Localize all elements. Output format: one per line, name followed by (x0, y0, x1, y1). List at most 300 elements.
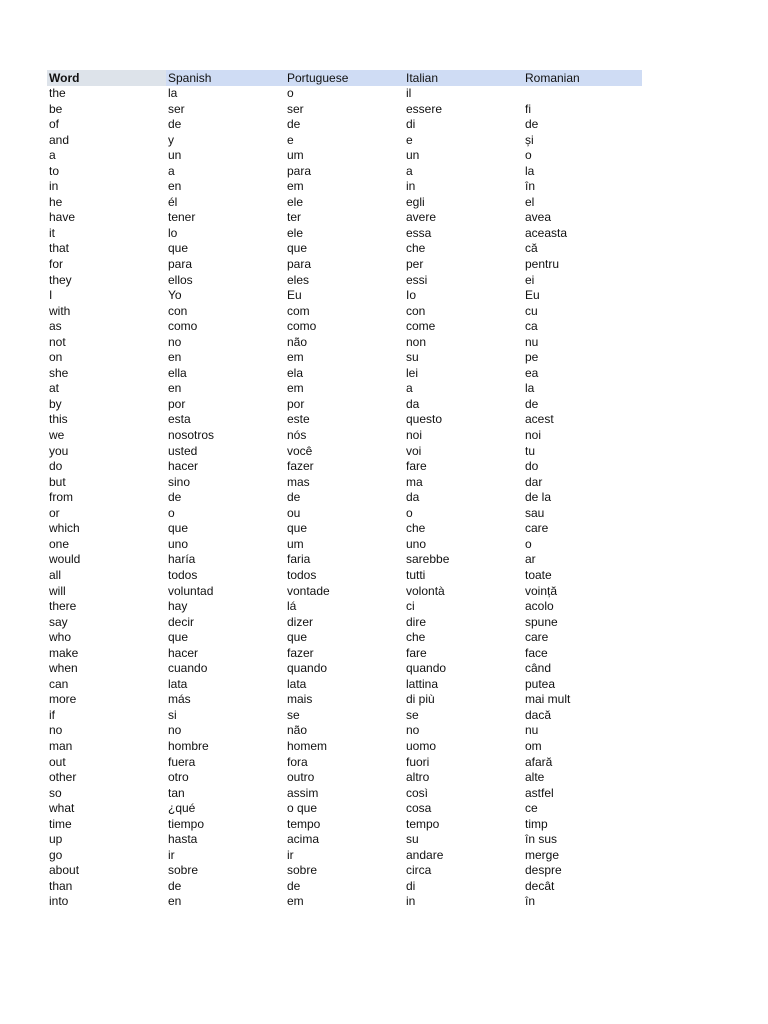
cell-romanian[interactable]: ea (525, 365, 539, 380)
cell-word[interactable]: no (49, 723, 63, 738)
cell-word[interactable]: but (49, 474, 66, 489)
cell-italian[interactable]: andare (406, 847, 444, 862)
header-italian[interactable]: Italian (406, 71, 439, 85)
cell-romanian[interactable]: om (525, 738, 542, 753)
cell-spanish[interactable]: que (168, 241, 189, 256)
cell-portuguese[interactable]: de (287, 490, 301, 505)
cell-portuguese[interactable]: em (287, 894, 304, 909)
cell-word[interactable]: we (49, 428, 65, 443)
cell-word[interactable]: or (49, 505, 60, 520)
cell-romanian[interactable]: o (525, 148, 532, 163)
cell-word[interactable]: as (49, 319, 62, 334)
cell-italian[interactable]: essi (406, 272, 428, 287)
table-row (47, 552, 642, 568)
cell-romanian[interactable]: astfel (525, 785, 554, 800)
cell-romanian[interactable]: la (525, 381, 535, 396)
cell-word[interactable]: I (49, 288, 53, 303)
cell-romanian[interactable]: voință (525, 583, 558, 598)
cell-portuguese[interactable]: nós (287, 428, 307, 443)
table-row (47, 381, 642, 397)
cell-italian[interactable]: altro (406, 770, 430, 785)
table-row (47, 863, 642, 879)
cell-romanian[interactable]: do (525, 459, 539, 474)
cell-romanian[interactable]: decât (525, 878, 555, 893)
cell-word[interactable]: this (49, 412, 68, 427)
cell-portuguese[interactable]: homem (287, 738, 328, 753)
cell-romanian[interactable]: la (525, 163, 535, 178)
cell-romanian[interactable]: ce (525, 801, 538, 816)
table-row (47, 257, 642, 273)
cell-portuguese[interactable]: por (287, 396, 305, 411)
cell-word[interactable]: do (49, 459, 63, 474)
cell-spanish[interactable]: sobre (168, 863, 199, 878)
table-row (47, 755, 642, 771)
cell-portuguese[interactable]: fora (287, 754, 308, 769)
cell-romanian[interactable] (523, 86, 642, 102)
cell-spanish[interactable]: ella (168, 365, 187, 380)
cell-word[interactable]: a (49, 148, 56, 163)
cell-spanish[interactable]: y (168, 132, 174, 147)
cell-italian[interactable]: ma (406, 474, 423, 489)
cell-italian[interactable]: su (406, 350, 419, 365)
cell-romanian[interactable]: face (525, 645, 548, 660)
cell-word[interactable]: so (49, 785, 62, 800)
cell-word[interactable]: he (49, 194, 63, 209)
table-row (47, 459, 642, 475)
cell-portuguese[interactable]: fazer (287, 459, 314, 474)
cell-romanian[interactable]: nu (525, 334, 539, 349)
cell-spanish[interactable]: todos (168, 567, 198, 582)
cell-portuguese[interactable]: e (287, 132, 294, 147)
cell-word[interactable]: the (49, 86, 66, 100)
cell-word[interactable]: make (49, 645, 79, 660)
cell-romanian[interactable]: de la (525, 490, 552, 505)
table-row (47, 848, 642, 864)
cell-portuguese[interactable]: um (287, 148, 304, 163)
table-row (47, 661, 642, 677)
cell-word[interactable]: in (49, 179, 59, 194)
cell-italian[interactable]: in (406, 179, 416, 194)
table-row (47, 335, 642, 351)
cell-word[interactable]: can (49, 676, 69, 691)
cell-romanian[interactable]: care (525, 521, 549, 536)
cell-spanish[interactable]: ir (168, 847, 175, 862)
cell-italian[interactable]: egli (406, 194, 425, 209)
cell-italian[interactable]: tempo (406, 816, 440, 831)
cell-spanish[interactable]: o (168, 505, 175, 520)
cell-romanian[interactable]: pe (525, 350, 539, 365)
cell-spanish[interactable]: hacer (168, 645, 199, 660)
cell-word[interactable]: to (49, 163, 60, 178)
cell-italian[interactable]: con (406, 303, 426, 318)
cell-spanish[interactable]: hacer (168, 459, 199, 474)
cell-romanian[interactable]: alte (525, 770, 545, 785)
cell-word[interactable]: man (49, 738, 73, 753)
cell-romanian[interactable]: de (525, 396, 539, 411)
cell-portuguese[interactable]: de (287, 878, 301, 893)
cell-italian[interactable]: se (406, 707, 419, 722)
cell-spanish[interactable]: ser (168, 101, 185, 116)
cell-romanian[interactable]: ei (525, 272, 535, 287)
cell-word[interactable]: one (49, 536, 70, 551)
cell-word[interactable]: they (49, 272, 72, 287)
cell-spanish[interactable]: nosotros (168, 428, 215, 443)
cell-spanish[interactable]: tener (168, 210, 196, 225)
cell-portuguese[interactable]: assim (287, 785, 319, 800)
cell-word[interactable]: more (49, 692, 77, 707)
cell-portuguese[interactable]: para (287, 163, 312, 178)
cell-spanish[interactable]: haría (168, 552, 196, 567)
cell-italian[interactable]: che (406, 241, 426, 256)
cell-romanian[interactable]: pentru (525, 257, 560, 272)
cell-portuguese[interactable]: outro (287, 770, 315, 785)
cell-italian[interactable]: che (406, 630, 426, 645)
cell-romanian[interactable]: toate (525, 567, 552, 582)
cell-portuguese[interactable]: quando (287, 661, 328, 676)
cell-word[interactable]: when (49, 661, 78, 676)
cell-italian[interactable]: tutti (406, 567, 426, 582)
cell-romanian[interactable]: că (525, 241, 538, 256)
cell-portuguese[interactable]: sobre (287, 863, 318, 878)
cell-italian[interactable]: da (406, 396, 420, 411)
cell-italian[interactable]: da (406, 490, 420, 505)
cell-spanish[interactable]: no (168, 723, 182, 738)
cell-romanian[interactable]: mai mult (525, 692, 571, 707)
table-row (47, 506, 642, 522)
cell-italian[interactable]: questo (406, 412, 443, 427)
cell-portuguese[interactable]: mais (287, 692, 313, 707)
cell-spanish[interactable]: voluntad (168, 583, 214, 598)
table-row (47, 179, 642, 195)
cell-romanian[interactable]: ca (525, 319, 538, 334)
cell-italian[interactable]: di (406, 878, 416, 893)
table-body (47, 86, 642, 910)
cell-portuguese[interactable]: ter (287, 210, 302, 225)
cell-romanian[interactable]: cu (525, 303, 538, 318)
cell-italian[interactable]: uno (406, 536, 427, 551)
cell-spanish[interactable]: para (168, 257, 193, 272)
cell-romanian[interactable]: aceasta (525, 225, 568, 240)
cell-portuguese[interactable]: ir (287, 847, 294, 862)
cell-portuguese[interactable]: eles (287, 272, 310, 287)
cell-romanian[interactable]: dacă (525, 707, 552, 722)
cell-romanian[interactable]: tu (525, 443, 536, 458)
cell-romanian[interactable]: el (525, 194, 535, 209)
cell-word[interactable]: be (49, 101, 63, 116)
cell-romanian[interactable]: Eu (525, 288, 540, 303)
cell-spanish[interactable]: en (168, 894, 182, 909)
cell-portuguese[interactable]: lata (287, 676, 307, 691)
cell-spanish[interactable]: a (168, 163, 175, 178)
cell-romanian[interactable]: acest (525, 412, 554, 427)
cell-italian[interactable]: di (406, 117, 416, 132)
cell-romanian[interactable]: putea (525, 676, 556, 691)
cell-word[interactable]: say (49, 614, 68, 629)
cell-spanish[interactable]: él (168, 194, 178, 209)
cell-word[interactable]: for (49, 257, 64, 272)
cell-portuguese[interactable]: tempo (287, 816, 321, 831)
cell-italian[interactable]: così (406, 785, 429, 800)
cell-portuguese[interactable]: ele (287, 194, 304, 209)
cell-word[interactable]: if (49, 707, 55, 722)
cell-romanian[interactable]: o (525, 536, 532, 551)
cell-romanian[interactable]: spune (525, 614, 558, 629)
cell-italian[interactable]: o (406, 505, 413, 520)
table-row (47, 241, 642, 257)
cell-romanian[interactable]: în (525, 179, 536, 194)
cell-romanian[interactable]: fi (525, 101, 531, 116)
cell-italian[interactable]: lattina (406, 676, 439, 691)
cell-italian[interactable]: fare (406, 459, 427, 474)
cell-italian[interactable]: essa (406, 225, 432, 240)
table-row (47, 521, 642, 537)
cell-italian[interactable]: ci (406, 599, 415, 614)
cell-italian[interactable]: non (406, 334, 427, 349)
cell-word[interactable]: about (49, 863, 80, 878)
cell-word[interactable]: not (49, 334, 66, 349)
cell-spanish[interactable]: de (168, 490, 182, 505)
cell-word[interactable]: than (49, 878, 73, 893)
cell-portuguese[interactable]: ela (287, 365, 304, 380)
cell-italian[interactable]: cosa (406, 801, 432, 816)
table-row (47, 148, 642, 164)
cell-portuguese[interactable]: ou (287, 505, 301, 520)
table-row (47, 102, 642, 118)
cell-word[interactable]: it (49, 225, 55, 240)
cell-romanian[interactable]: noi (525, 428, 542, 443)
cell-italian[interactable]: Io (406, 288, 417, 303)
cell-portuguese[interactable]: em (287, 350, 304, 365)
cell-portuguese[interactable]: dizer (287, 614, 314, 629)
cell-spanish[interactable]: Yo (168, 288, 182, 303)
cell-italian[interactable]: noi (406, 428, 423, 443)
cell-word[interactable]: will (49, 583, 66, 598)
cell-italian[interactable]: lei (406, 365, 419, 380)
cell-portuguese[interactable]: como (287, 319, 317, 334)
cell-romanian[interactable]: acolo (525, 599, 554, 614)
cell-portuguese[interactable]: que (287, 521, 308, 536)
table-row (47, 801, 642, 817)
table-row (47, 537, 642, 553)
cell-italian[interactable]: che (406, 521, 426, 536)
cell-romanian[interactable]: ar (525, 552, 536, 567)
cell-portuguese[interactable]: em (287, 179, 304, 194)
cell-spanish[interactable]: lata (168, 676, 188, 691)
cell-spanish[interactable]: lo (168, 225, 178, 240)
cell-word[interactable]: all (49, 567, 62, 582)
cell-portuguese[interactable]: fazer (287, 645, 314, 660)
cell-italian[interactable]: su (406, 832, 419, 847)
cell-italian[interactable]: essere (406, 101, 443, 116)
cell-word[interactable]: into (49, 894, 69, 909)
cell-italian[interactable]: di più (406, 692, 435, 707)
cell-italian[interactable]: voi (406, 443, 422, 458)
cell-word[interactable]: at (49, 381, 60, 396)
cell-italian[interactable]: circa (406, 863, 432, 878)
cell-romanian[interactable]: merge (525, 847, 560, 862)
cell-romanian[interactable]: despre (525, 863, 562, 878)
cell-romanian[interactable]: și (525, 132, 534, 147)
table-row (47, 584, 642, 600)
cell-word[interactable]: you (49, 443, 69, 458)
cell-word[interactable]: have (49, 210, 76, 225)
cell-word[interactable]: there (49, 599, 77, 614)
cell-italian[interactable]: in (406, 894, 416, 909)
header-spanish[interactable]: Spanish (168, 71, 212, 85)
cell-spanish[interactable]: la (168, 86, 178, 100)
cell-word[interactable]: on (49, 350, 63, 365)
cell-portuguese[interactable]: que (287, 630, 308, 645)
cell-portuguese[interactable]: em (287, 381, 304, 396)
cell-romanian[interactable]: care (525, 630, 549, 645)
cell-portuguese[interactable]: de (287, 117, 301, 132)
cell-spanish[interactable]: ellos (168, 272, 193, 287)
cell-italian[interactable]: a (406, 381, 413, 396)
cell-italian[interactable]: per (406, 257, 424, 272)
cell-spanish[interactable]: otro (168, 770, 189, 785)
cell-romanian[interactable]: afară (525, 754, 553, 769)
cell-spanish[interactable]: decir (168, 614, 195, 629)
cell-romanian[interactable]: timp (525, 816, 548, 831)
cell-spanish[interactable]: esta (168, 412, 191, 427)
table-header-row (47, 70, 642, 86)
cell-spanish[interactable]: hasta (168, 832, 198, 847)
cell-spanish[interactable]: en (168, 179, 182, 194)
table-row (47, 692, 642, 708)
cell-romanian[interactable]: în (525, 894, 536, 909)
cell-spanish[interactable]: más (168, 692, 191, 707)
cell-portuguese[interactable]: o (287, 86, 294, 100)
cell-portuguese[interactable]: acima (287, 832, 320, 847)
cell-portuguese[interactable]: se (287, 707, 300, 722)
cell-italian[interactable]: no (406, 723, 420, 738)
header-word[interactable]: Word (47, 70, 166, 86)
cell-portuguese[interactable]: o que (287, 801, 318, 816)
cell-spanish[interactable]: como (168, 319, 198, 334)
table-row (47, 210, 642, 226)
cell-word[interactable]: go (49, 847, 63, 862)
cell-spanish[interactable]: tiempo (168, 816, 205, 831)
cell-spanish[interactable]: de (168, 117, 182, 132)
cell-word[interactable]: which (49, 521, 80, 536)
cell-italian[interactable]: dire (406, 614, 427, 629)
cell-word[interactable]: time (49, 816, 72, 831)
cell-word[interactable]: what (49, 801, 75, 816)
cell-romanian[interactable]: dar (525, 474, 543, 489)
cell-italian[interactable]: e (406, 132, 413, 147)
cell-word[interactable]: other (49, 770, 77, 785)
cell-spanish[interactable]: usted (168, 443, 198, 458)
cell-word[interactable]: would (49, 552, 81, 567)
cell-spanish[interactable]: de (168, 878, 182, 893)
cell-portuguese[interactable]: que (287, 241, 308, 256)
cell-italian[interactable]: fare (406, 645, 427, 660)
cell-italian[interactable]: il (406, 86, 412, 100)
cell-romanian[interactable]: când (525, 661, 552, 676)
table-row (47, 817, 642, 833)
cell-spanish[interactable]: no (168, 334, 182, 349)
table-row (47, 273, 642, 289)
cell-italian[interactable]: a (406, 163, 413, 178)
cell-portuguese[interactable]: este (287, 412, 310, 427)
cell-romanian[interactable]: în sus (525, 832, 558, 847)
cell-portuguese[interactable]: mas (287, 474, 310, 489)
cell-romanian[interactable]: nu (525, 723, 539, 738)
cell-portuguese[interactable]: um (287, 536, 304, 551)
table-row (47, 708, 642, 724)
cell-portuguese[interactable]: ser (287, 101, 304, 116)
cell-spanish[interactable]: si (168, 707, 177, 722)
cell-italian[interactable]: fuori (406, 754, 430, 769)
table-row (47, 428, 642, 444)
cell-spanish[interactable]: en (168, 350, 182, 365)
cell-spanish[interactable]: un (168, 148, 182, 163)
table-row (47, 677, 642, 693)
cell-spanish[interactable]: fuera (168, 754, 196, 769)
cell-word[interactable]: by (49, 396, 62, 411)
cell-word[interactable]: and (49, 132, 70, 147)
cell-portuguese[interactable]: faria (287, 552, 311, 567)
cell-portuguese[interactable]: com (287, 303, 310, 318)
cell-spanish[interactable]: cuando (168, 661, 208, 676)
cell-word[interactable]: that (49, 241, 70, 256)
cell-spanish[interactable]: hombre (168, 738, 209, 753)
cell-portuguese[interactable]: não (287, 723, 308, 738)
cell-portuguese[interactable]: para (287, 257, 312, 272)
header-portuguese[interactable]: Portuguese (287, 71, 349, 85)
cell-spanish[interactable]: por (168, 396, 186, 411)
cell-word[interactable]: she (49, 365, 69, 380)
cell-portuguese[interactable]: todos (287, 567, 317, 582)
cell-italian[interactable]: un (406, 148, 420, 163)
table-row (47, 568, 642, 584)
cell-spanish[interactable]: que (168, 521, 189, 536)
cell-spanish[interactable]: ¿qué (168, 801, 196, 816)
cell-italian[interactable]: uomo (406, 738, 437, 753)
cell-word[interactable]: up (49, 832, 63, 847)
cell-italian[interactable]: sarebbe (406, 552, 450, 567)
cell-portuguese[interactable]: vontade (287, 583, 330, 598)
cell-word[interactable]: of (49, 117, 60, 132)
cell-portuguese[interactable]: Eu (287, 288, 302, 303)
cell-italian[interactable]: volontà (406, 583, 445, 598)
cell-romanian[interactable]: avea (525, 210, 552, 225)
cell-portuguese[interactable]: ele (287, 225, 304, 240)
cell-italian[interactable]: avere (406, 210, 437, 225)
table-row (47, 444, 642, 460)
cell-word[interactable]: who (49, 630, 72, 645)
cell-spanish[interactable]: sino (168, 474, 191, 489)
cell-portuguese[interactable]: você (287, 443, 313, 458)
table-row (47, 630, 642, 646)
cell-spanish[interactable]: en (168, 381, 182, 396)
cell-portuguese[interactable]: não (287, 334, 308, 349)
cell-italian[interactable]: come (406, 319, 436, 334)
cell-romanian[interactable]: sau (525, 505, 545, 520)
cell-word[interactable]: out (49, 754, 66, 769)
cell-spanish[interactable]: tan (168, 785, 185, 800)
cell-word[interactable]: with (49, 303, 71, 318)
cell-spanish[interactable]: con (168, 303, 188, 318)
cell-romanian[interactable]: de (525, 117, 539, 132)
cell-italian[interactable]: quando (406, 661, 447, 676)
cell-spanish[interactable]: hay (168, 599, 188, 614)
cell-portuguese[interactable]: lá (287, 599, 297, 614)
cell-spanish[interactable]: uno (168, 536, 189, 551)
cell-word[interactable]: from (49, 490, 73, 505)
cell-spanish[interactable]: que (168, 630, 189, 645)
header-romanian[interactable]: Romanian (525, 71, 580, 85)
